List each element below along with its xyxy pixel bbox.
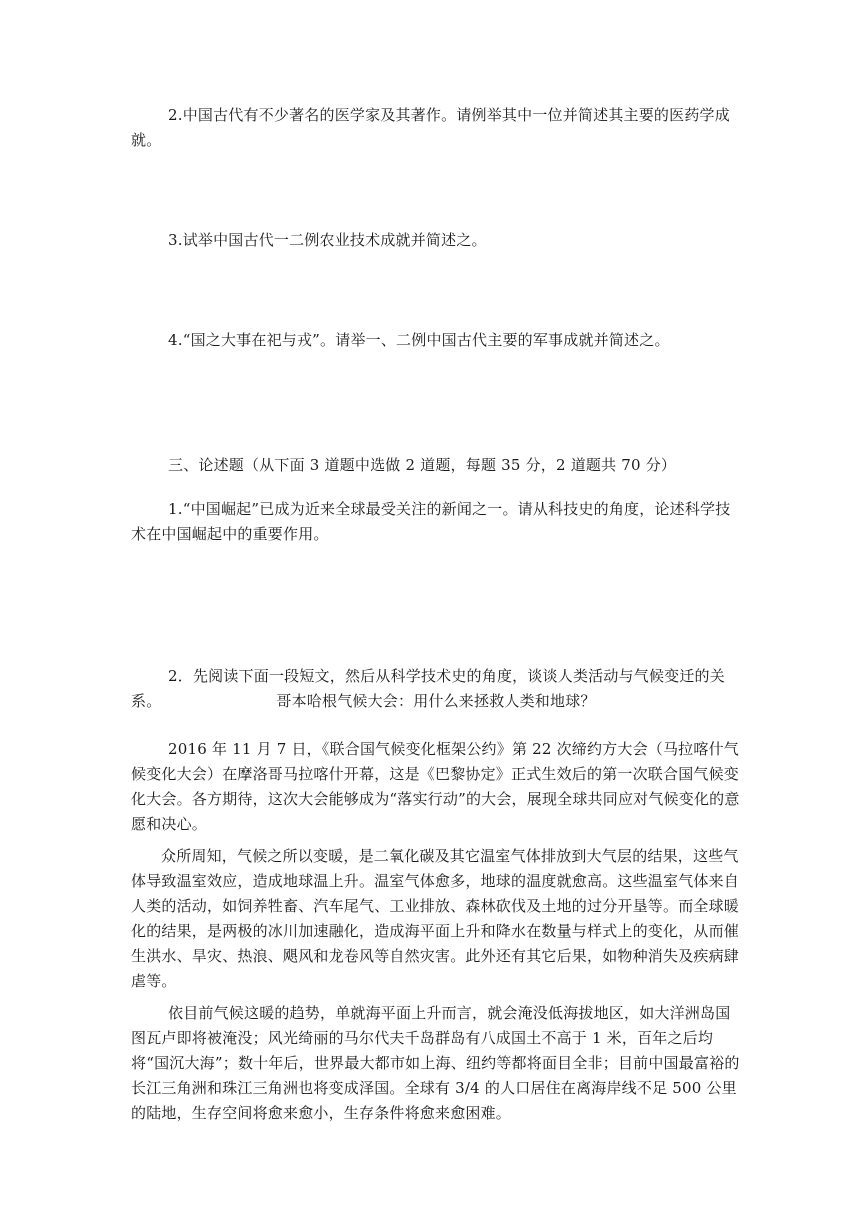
article-paragraph-2: 众所周知，气候之所以变暖，是二氧化碳及其它温室气体排放到大气层的结果，这些气体导致温室效应，造成地球温上升。温室气体愈多，地球的温度就愈高。这些温室气体来自人类的活动，如饲养牲畜、汽车尾气、工业排放、森林砍伐及土地的过分开垦等。而全球暖化的结果，是两极的冰川加速融化，造成海平面上升和降水在数量与样式上的变化，从而催生洪水、旱灾、热浪、飓风和龙卷风等自然灾害。此外还有其它后果，如物种消失及疾病肆虐等。 <box>131 847 740 990</box>
essay-question-2-prompt: 2．先阅读下面一段短文，然后从科学技术史的角度，谈谈人类活动与气候变迁的关系。 <box>131 667 725 710</box>
essay-question-2-article-title: 哥本哈根气候大会：用什么来拯救人类和地球？ <box>276 692 596 710</box>
section-3-heading: 三、论述题（从下面 3 道题中选做 2 道题，每题 35 分，2 道题共 70 分） <box>168 456 677 474</box>
essay-question-1: 1.“中国崛起”已成为近来全球最受关注的新闻之一。请从科技史的角度，论述科学技术在中国崛起中的重要作用。 <box>131 500 731 543</box>
article-paragraph-1: 2016 年 11 月 7 日，《联合国气候变化框架公约》第 22 次缔约方大会（马拉喀什气候变化大会）在摩洛哥马拉喀什开幕，这是《巴黎协定》正式生效后的第一次联合国气候变化大会。各方期待，这次大会能够成为“落实行动”的大会，展现全球共同应对气候变化的意愿和决心。 <box>131 740 740 833</box>
article-paragraph-3: 依目前气候这暖的趋势，单就海平面上升而言，就会淹没低海拔地区，如大洋洲岛国图瓦卢即将被淹没；风光绮丽的马尔代夫千岛群岛有八成国土不高于 1 米，百年之后均将“国沉大海”；数十年后，世界最大都市如上海、纽约等都将面目全非；目前中国最富裕的长江三角洲和珠江三角洲也将变成泽国。全球有 3/4 的人口居住在离海岸线不足 500 公里的陆地，生存空间将愈来愈小，生存条件将愈来愈困难。 <box>131 1004 740 1122</box>
question-3-short: 3.试举中国古代一二例农业技术成就并简述之。 <box>168 231 487 249</box>
question-4-short: 4.“国之大事在祀与戎”。请举一、二例中国古代主要的军事成就并简述之。 <box>168 331 670 349</box>
question-2-short: 2.中国古代有不少著名的医学家及其著作。请例举其中一位并简述其主要的医药学成就。 <box>131 106 730 149</box>
